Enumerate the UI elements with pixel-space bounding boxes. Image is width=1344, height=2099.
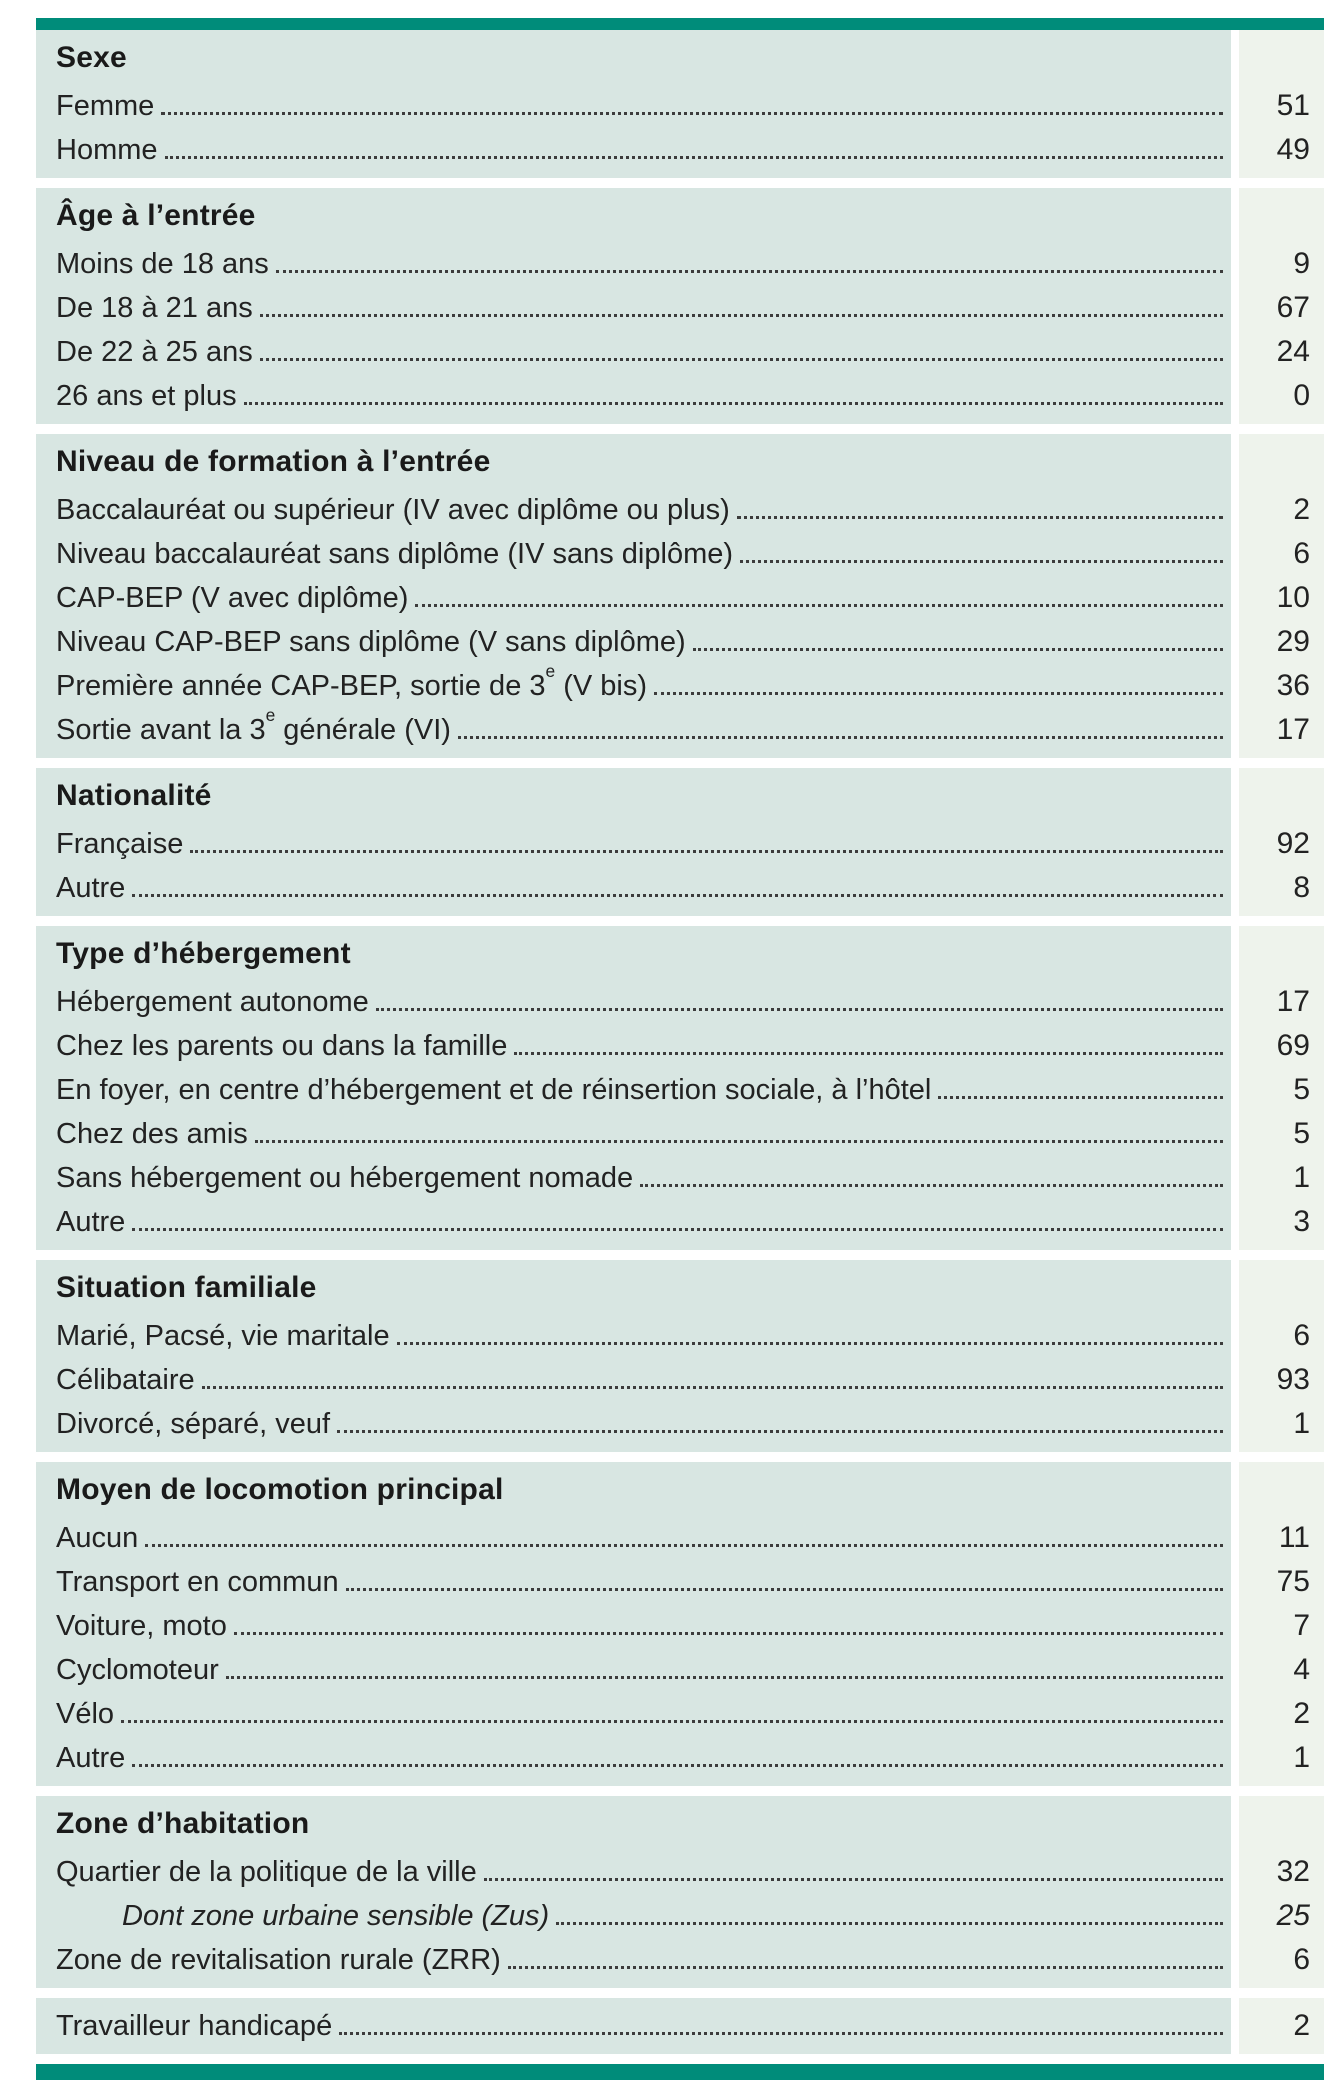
value-column-spacer bbox=[1239, 1466, 1324, 1514]
dotted-leader bbox=[132, 1228, 1223, 1231]
value-column-spacer bbox=[1239, 34, 1324, 82]
dotted-leader bbox=[339, 2032, 1223, 2035]
stat-row bbox=[36, 1356, 1231, 1400]
dotted-leader bbox=[255, 1140, 1223, 1143]
row-value: 36 bbox=[1276, 669, 1310, 702]
stat-row bbox=[36, 1646, 1231, 1690]
row-value: 75 bbox=[1276, 1565, 1310, 1598]
row-label: Française bbox=[56, 828, 184, 860]
stat-row bbox=[36, 1514, 1231, 1558]
section-value-column bbox=[1239, 1260, 1324, 1452]
section-label-column bbox=[36, 188, 1231, 424]
row-label: 26 ans et plus bbox=[56, 380, 237, 412]
row-value: 0 bbox=[1293, 379, 1310, 412]
dotted-leader bbox=[260, 358, 1223, 361]
section-header: Situation familiale bbox=[56, 1271, 317, 1304]
row-label: Marié, Pacsé, vie maritale bbox=[56, 1320, 390, 1352]
row-label: Chez les parents ou dans la famille bbox=[56, 1030, 508, 1062]
section-value-column bbox=[1239, 30, 1324, 178]
row-label: Baccalauréat ou supérieur (IV avec diplôme ou plus) bbox=[56, 494, 730, 526]
dotted-leader bbox=[740, 560, 1223, 563]
dotted-leader bbox=[415, 604, 1223, 607]
row-value: 49 bbox=[1276, 133, 1310, 166]
section-value-column bbox=[1239, 1462, 1324, 1786]
row-label: Zone de revitalisation rurale (ZRR) bbox=[56, 1944, 501, 1976]
row-value: 29 bbox=[1276, 625, 1310, 658]
dotted-leader bbox=[161, 112, 1223, 115]
section-header: Moyen de locomotion principal bbox=[56, 1473, 504, 1506]
dotted-leader bbox=[145, 1544, 1223, 1547]
row-value: 67 bbox=[1276, 291, 1310, 324]
value-column-spacer bbox=[1239, 930, 1324, 978]
section-label-column bbox=[36, 434, 1231, 758]
section-label-column bbox=[36, 1796, 1231, 1988]
stat-row bbox=[36, 1154, 1231, 1198]
row-label: Première année CAP-BEP, sortie de 3e (V bis) bbox=[56, 660, 648, 702]
dotted-leader bbox=[693, 648, 1223, 651]
row-label: Cyclomoteur bbox=[56, 1654, 219, 1686]
stat-row bbox=[36, 1066, 1231, 1110]
row-label: Dont zone urbaine sensible (Zus) bbox=[122, 1900, 550, 1932]
row-value: 5 bbox=[1293, 1073, 1310, 1106]
stat-row bbox=[36, 1022, 1231, 1066]
row-value: 17 bbox=[1276, 713, 1310, 746]
stat-row bbox=[36, 486, 1231, 530]
stat-row bbox=[36, 618, 1231, 662]
section-label-column bbox=[36, 30, 1231, 178]
stat-row bbox=[36, 1198, 1231, 1242]
top-accent-bar bbox=[36, 18, 1324, 30]
superscript: e bbox=[265, 704, 276, 725]
dotted-leader bbox=[514, 1052, 1223, 1055]
row-value: 1 bbox=[1293, 1407, 1310, 1440]
stat-row bbox=[36, 126, 1231, 170]
section-value-column bbox=[1239, 434, 1324, 758]
row-label: Travailleur handicapé bbox=[56, 2010, 333, 2042]
row-label: Autre bbox=[56, 1742, 126, 1774]
row-label: De 22 à 25 ans bbox=[56, 336, 253, 368]
dotted-leader bbox=[484, 1878, 1223, 1881]
row-label: Autre bbox=[56, 1206, 126, 1238]
section-header: Sexe bbox=[56, 41, 127, 74]
row-value: 6 bbox=[1293, 537, 1310, 570]
section-block bbox=[36, 1998, 1324, 2054]
section-header: Niveau de formation à l’entrée bbox=[56, 445, 491, 478]
dotted-leader bbox=[190, 850, 1223, 853]
dotted-leader bbox=[202, 1386, 1223, 1389]
row-label: En foyer, en centre d’hébergement et de réinsertion sociale, à l’hôtel bbox=[56, 1074, 932, 1106]
value-column-spacer bbox=[1239, 192, 1324, 240]
section-header: Âge à l’entrée bbox=[56, 199, 256, 232]
dotted-leader bbox=[737, 516, 1223, 519]
row-label: Sans hébergement ou hébergement nomade bbox=[56, 1162, 634, 1194]
stat-row bbox=[36, 240, 1231, 284]
row-label: De 18 à 21 ans bbox=[56, 292, 253, 324]
dotted-leader bbox=[132, 1764, 1223, 1767]
dotted-leader bbox=[640, 1184, 1223, 1187]
section-block bbox=[36, 1260, 1324, 1452]
section-header: Zone d’habitation bbox=[56, 1807, 310, 1840]
section-value-column bbox=[1239, 1796, 1324, 1988]
row-label: Divorcé, séparé, veuf bbox=[56, 1408, 331, 1440]
row-value: 9 bbox=[1293, 247, 1310, 280]
value-column-spacer bbox=[1239, 772, 1324, 820]
section-block bbox=[36, 1462, 1324, 1786]
section-block bbox=[36, 434, 1324, 758]
row-value: 6 bbox=[1293, 1319, 1310, 1352]
row-label: CAP-BEP (V avec diplôme) bbox=[56, 582, 409, 614]
row-label: Célibataire bbox=[56, 1364, 195, 1396]
row-value: 5 bbox=[1293, 1117, 1310, 1150]
stat-table bbox=[36, 30, 1324, 2054]
dotted-leader bbox=[260, 314, 1223, 317]
bottom-accent-bar bbox=[36, 2064, 1324, 2080]
row-label-suffix: (V bis) bbox=[555, 670, 648, 702]
row-value: 92 bbox=[1276, 827, 1310, 860]
section-header: Type d’hébergement bbox=[56, 937, 351, 970]
section-block bbox=[36, 926, 1324, 1250]
section-label-column bbox=[36, 768, 1231, 916]
section-block bbox=[36, 30, 1324, 178]
row-value: 93 bbox=[1276, 1363, 1310, 1396]
row-value: 2 bbox=[1293, 493, 1310, 526]
row-label: Aucun bbox=[56, 1522, 139, 1554]
dotted-leader bbox=[556, 1922, 1223, 1925]
stat-row bbox=[36, 284, 1231, 328]
stat-row bbox=[36, 1690, 1231, 1734]
section-block bbox=[36, 1796, 1324, 1988]
section-label-column bbox=[36, 1998, 1231, 2054]
superscript: e bbox=[545, 660, 556, 681]
row-value: 4 bbox=[1293, 1653, 1310, 1686]
row-label: Quartier de la politique de la ville bbox=[56, 1856, 477, 1888]
stat-row bbox=[36, 1734, 1231, 1778]
row-label: Niveau CAP-BEP sans diplôme (V sans diplôme) bbox=[56, 626, 686, 658]
value-column-spacer bbox=[1239, 1800, 1324, 1848]
row-label: Chez des amis bbox=[56, 1118, 248, 1150]
row-value: 7 bbox=[1293, 1609, 1310, 1642]
section-label-column bbox=[36, 926, 1231, 1250]
value-column-spacer bbox=[1239, 1264, 1324, 1312]
row-label: Vélo bbox=[56, 1698, 115, 1730]
dotted-leader bbox=[654, 692, 1223, 695]
row-value: 6 bbox=[1293, 1943, 1310, 1976]
dotted-leader bbox=[938, 1096, 1223, 1099]
row-value: 69 bbox=[1276, 1029, 1310, 1062]
row-value: 10 bbox=[1276, 581, 1310, 614]
row-value: 2 bbox=[1293, 2009, 1310, 2042]
stat-row bbox=[36, 820, 1231, 864]
row-value: 1 bbox=[1293, 1161, 1310, 1194]
stat-row bbox=[36, 372, 1231, 416]
dotted-leader bbox=[397, 1342, 1223, 1345]
stat-row bbox=[36, 574, 1231, 618]
stat-row bbox=[36, 1602, 1231, 1646]
stat-row bbox=[36, 2002, 1231, 2046]
row-label: Sortie avant la 3e générale (VI) bbox=[56, 704, 451, 746]
stat-row bbox=[36, 1110, 1231, 1154]
dotted-leader bbox=[346, 1588, 1223, 1591]
row-label: Moins de 18 ans bbox=[56, 248, 269, 280]
dotted-leader bbox=[276, 270, 1223, 273]
row-value: 11 bbox=[1278, 1521, 1310, 1554]
dotted-leader bbox=[132, 894, 1223, 897]
dotted-leader bbox=[508, 1966, 1223, 1969]
value-column-spacer bbox=[1239, 438, 1324, 486]
stat-row bbox=[36, 1892, 1231, 1936]
stat-row bbox=[36, 978, 1231, 1022]
stat-row bbox=[36, 1936, 1231, 1980]
section-label-column bbox=[36, 1260, 1231, 1452]
section-block bbox=[36, 188, 1324, 424]
section-value-column bbox=[1239, 1998, 1324, 2054]
row-value: 3 bbox=[1293, 1205, 1310, 1238]
dotted-leader bbox=[337, 1430, 1223, 1433]
stat-row bbox=[36, 82, 1231, 126]
stat-row bbox=[36, 530, 1231, 574]
row-label: Niveau baccalauréat sans diplôme (IV sans diplôme) bbox=[56, 538, 734, 570]
row-value: 8 bbox=[1293, 871, 1310, 904]
row-label: Autre bbox=[56, 872, 126, 904]
stat-row bbox=[36, 1848, 1231, 1892]
section-value-column bbox=[1239, 926, 1324, 1250]
row-label: Hébergement autonome bbox=[56, 986, 369, 1018]
stat-row bbox=[36, 706, 1231, 750]
dotted-leader bbox=[458, 736, 1223, 739]
section-label-column bbox=[36, 1462, 1231, 1786]
section-value-column bbox=[1239, 188, 1324, 424]
stat-row bbox=[36, 1400, 1231, 1444]
row-value: 32 bbox=[1276, 1855, 1310, 1888]
stat-row bbox=[36, 1312, 1231, 1356]
stat-row bbox=[36, 1558, 1231, 1602]
row-value: 25 bbox=[1276, 1899, 1310, 1932]
row-value: 1 bbox=[1293, 1741, 1310, 1774]
row-value: 17 bbox=[1276, 985, 1310, 1018]
row-label: Voiture, moto bbox=[56, 1610, 227, 1642]
stat-row bbox=[36, 864, 1231, 908]
dotted-leader bbox=[121, 1720, 1223, 1723]
dotted-leader bbox=[234, 1632, 1223, 1635]
row-label-suffix: générale (VI) bbox=[275, 714, 451, 746]
stat-row bbox=[36, 662, 1231, 706]
section-block bbox=[36, 768, 1324, 916]
dotted-leader bbox=[376, 1008, 1223, 1011]
row-value: 51 bbox=[1276, 89, 1310, 122]
row-label: Transport en commun bbox=[56, 1566, 339, 1598]
row-value: 24 bbox=[1276, 335, 1310, 368]
row-label: Femme bbox=[56, 90, 155, 122]
stat-row bbox=[36, 328, 1231, 372]
row-label: Homme bbox=[56, 134, 158, 166]
dotted-leader bbox=[244, 402, 1223, 405]
dotted-leader bbox=[226, 1676, 1223, 1679]
section-value-column bbox=[1239, 768, 1324, 916]
section-header: Nationalité bbox=[56, 779, 212, 812]
row-value: 2 bbox=[1293, 1697, 1310, 1730]
dotted-leader bbox=[165, 156, 1223, 159]
